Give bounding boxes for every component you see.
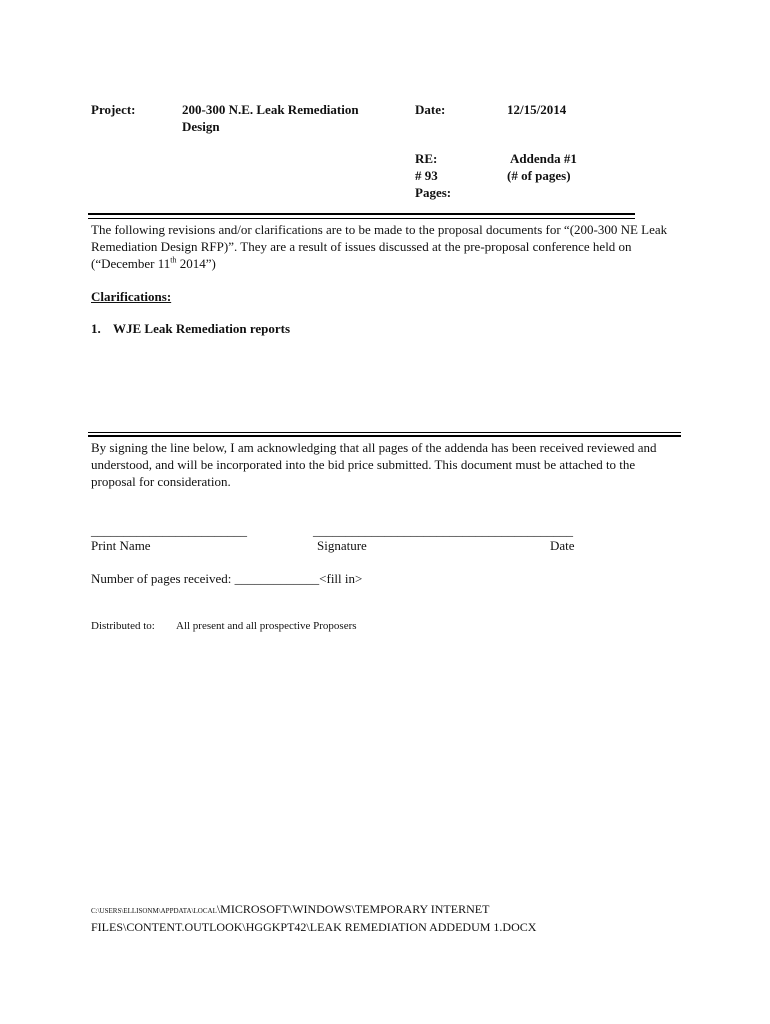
ack-rule-top xyxy=(88,432,681,433)
header-rule-bottom xyxy=(88,218,635,219)
footer-file-path xyxy=(91,901,691,935)
date-value: 12/15/2014 xyxy=(507,102,567,117)
clarifications-heading: Clarifications: xyxy=(91,289,172,304)
intro-text-end: 2014”) xyxy=(176,256,216,271)
signature-label: Signature xyxy=(317,538,367,553)
print-name-line[interactable]: ________________________ xyxy=(91,523,247,538)
footer-path-small: C:\USERS\ELLISONM\APPDATA\LOCAL xyxy=(91,907,217,915)
distributed-to-value: All present and all prospective Proposers xyxy=(176,620,357,632)
footer-path-line2: FILES\CONTENT.OUTLOOK\HGGKPT42\LEAK REMEDIATION ADDEDUM 1.DOCX xyxy=(91,920,537,934)
re-label: RE: xyxy=(415,151,438,166)
project-label: Project: xyxy=(91,102,136,117)
date-label: Date: xyxy=(415,102,446,117)
distributed-to-label: Distributed to: xyxy=(91,620,155,632)
intro-sup: th xyxy=(170,255,177,265)
signature-line[interactable]: ________________________________________ xyxy=(313,523,573,538)
pages-received-field[interactable]: Number of pages received: _____________<fill in> xyxy=(91,571,363,586)
clarification-item-number: 1. xyxy=(91,321,101,336)
date-signature-label: Date xyxy=(550,538,575,553)
ack-rule-bottom xyxy=(88,435,681,437)
footer-path-line1: \MICROSOFT\WINDOWS\TEMPORARY INTERNET xyxy=(216,902,490,916)
clarification-item-text: WJE Leak Remediation reports xyxy=(113,321,291,336)
header-rule-top xyxy=(88,213,635,215)
acknowledgement-paragraph: By signing the line below, I am acknowledging that all pages of the addenda has been received reviewed and understood, and will be incorporated into the bid price submitted. This document must be attached to the proposal for consideration. xyxy=(91,440,657,489)
intro-paragraph xyxy=(91,221,671,272)
re-value: Addenda #1 xyxy=(510,151,577,166)
page-count-value: (# of pages) xyxy=(507,168,571,183)
project-value: 200-300 N.E. Leak Remediation Design xyxy=(182,102,359,134)
pages-label: Pages: xyxy=(415,185,452,200)
print-name-label: Print Name xyxy=(91,538,151,553)
addenda-number-label: # 93 xyxy=(415,168,438,183)
intro-text: The following revisions and/or clarifications are to be made to the proposal documents for “(200-300 NE Leak Remediation Design RFP)”. They are a result of issues discussed at the pre-proposal conference held on (“December 11 xyxy=(91,222,668,271)
